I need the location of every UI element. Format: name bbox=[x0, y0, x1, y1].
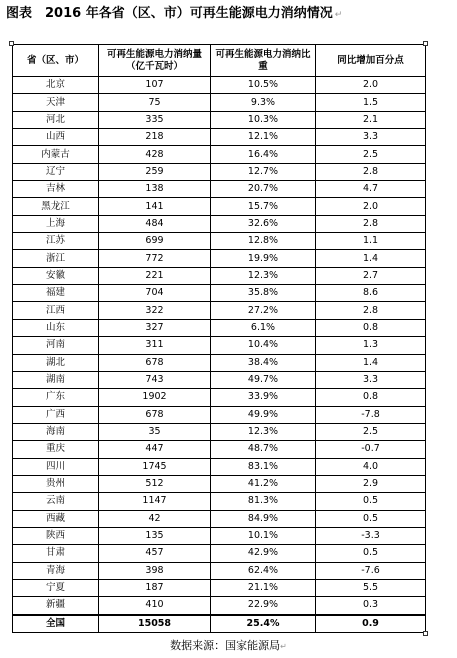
table-cell: 云南 bbox=[13, 493, 99, 510]
resize-handle-top-left[interactable] bbox=[9, 41, 14, 46]
table-cell: 重庆 bbox=[13, 441, 99, 458]
table-cell: 41.2% bbox=[211, 475, 316, 492]
table-cell: 512 bbox=[99, 475, 211, 492]
table-cell: 187 bbox=[99, 579, 211, 596]
table-total-row bbox=[13, 615, 426, 633]
table-row bbox=[13, 371, 426, 388]
table-total-cell: 25.4% bbox=[211, 615, 316, 633]
column-header: 同比增加百分点 bbox=[316, 45, 426, 77]
table-cell: 15.7% bbox=[211, 198, 316, 215]
data-source-text: 数据来源：国家能源局 bbox=[170, 639, 281, 652]
table-cell: 安徽 bbox=[13, 267, 99, 284]
table-cell: 138 bbox=[99, 181, 211, 198]
table-row bbox=[13, 389, 426, 406]
table-cell: 335 bbox=[99, 111, 211, 128]
table-row bbox=[13, 267, 426, 284]
table-cell: 2.0 bbox=[316, 198, 426, 215]
table-cell: 447 bbox=[99, 441, 211, 458]
table-cell: 10.1% bbox=[211, 527, 316, 544]
table-cell: 2.0 bbox=[316, 77, 426, 94]
data-source-note bbox=[0, 638, 457, 655]
table-total-cell: 0.9 bbox=[316, 615, 426, 633]
table-row bbox=[13, 319, 426, 336]
table-cell: 海南 bbox=[13, 423, 99, 440]
table-cell: 107 bbox=[99, 77, 211, 94]
figure-title-text: 图表 2016 年各省（区、市）可再生能源电力消纳情况 bbox=[6, 6, 333, 21]
table-row bbox=[13, 475, 426, 492]
table-cell: 35 bbox=[99, 423, 211, 440]
table-cell: 10.5% bbox=[211, 77, 316, 94]
paragraph-mark-icon: ↵ bbox=[280, 642, 287, 651]
table-cell: 福建 bbox=[13, 285, 99, 302]
table-row bbox=[13, 181, 426, 198]
table-row bbox=[13, 423, 426, 440]
table-cell: 5.5 bbox=[316, 579, 426, 596]
table-cell: 西藏 bbox=[13, 510, 99, 527]
table-cell: 12.3% bbox=[211, 423, 316, 440]
table-row bbox=[13, 406, 426, 423]
data-table bbox=[12, 44, 426, 633]
table-cell: 宁夏 bbox=[13, 579, 99, 596]
table-cell: 辽宁 bbox=[13, 163, 99, 180]
table-cell: 3.3 bbox=[316, 129, 426, 146]
table-row bbox=[13, 94, 426, 111]
table-cell: 四川 bbox=[13, 458, 99, 475]
table-cell: -3.3 bbox=[316, 527, 426, 544]
table-cell: 上海 bbox=[13, 215, 99, 232]
table-cell: 北京 bbox=[13, 77, 99, 94]
table-row bbox=[13, 527, 426, 544]
table-row bbox=[13, 198, 426, 215]
table-row bbox=[13, 597, 426, 615]
table-cell: 10.4% bbox=[211, 337, 316, 354]
table-row bbox=[13, 233, 426, 250]
table-cell: 322 bbox=[99, 302, 211, 319]
table-cell: 141 bbox=[99, 198, 211, 215]
table-cell: 9.3% bbox=[211, 94, 316, 111]
table-body bbox=[13, 77, 426, 633]
table-row bbox=[13, 354, 426, 371]
table-cell: 贵州 bbox=[13, 475, 99, 492]
table-cell: -0.7 bbox=[316, 441, 426, 458]
table-cell: 江西 bbox=[13, 302, 99, 319]
table-cell: 12.8% bbox=[211, 233, 316, 250]
table-cell: 陕西 bbox=[13, 527, 99, 544]
table-cell: 山东 bbox=[13, 319, 99, 336]
table-cell: 704 bbox=[99, 285, 211, 302]
table-cell: 广西 bbox=[13, 406, 99, 423]
table-cell: 62.4% bbox=[211, 562, 316, 579]
table-cell: 35.8% bbox=[211, 285, 316, 302]
table-cell: 8.6 bbox=[316, 285, 426, 302]
table-cell: 221 bbox=[99, 267, 211, 284]
table-cell: 0.5 bbox=[316, 493, 426, 510]
table-row bbox=[13, 510, 426, 527]
table-cell: 81.3% bbox=[211, 493, 316, 510]
resize-handle-top-right[interactable] bbox=[423, 41, 428, 46]
table-cell: 410 bbox=[99, 597, 211, 615]
table-cell: 山西 bbox=[13, 129, 99, 146]
table-cell: 黑龙江 bbox=[13, 198, 99, 215]
table-cell: 83.1% bbox=[211, 458, 316, 475]
table-row bbox=[13, 163, 426, 180]
table-cell: 135 bbox=[99, 527, 211, 544]
table-cell: 河北 bbox=[13, 111, 99, 128]
table-cell: 新疆 bbox=[13, 597, 99, 615]
table-cell: 2.5 bbox=[316, 146, 426, 163]
table-cell: 1.5 bbox=[316, 94, 426, 111]
table-cell: 20.7% bbox=[211, 181, 316, 198]
table-cell: 398 bbox=[99, 562, 211, 579]
table-cell: -7.8 bbox=[316, 406, 426, 423]
table-cell: 3.3 bbox=[316, 371, 426, 388]
table-row bbox=[13, 77, 426, 94]
table-cell: 1745 bbox=[99, 458, 211, 475]
table-total-cell: 15058 bbox=[99, 615, 211, 633]
table-cell: 42.9% bbox=[211, 545, 316, 562]
table-cell: 1.4 bbox=[316, 354, 426, 371]
table-row bbox=[13, 302, 426, 319]
table-cell: 27.2% bbox=[211, 302, 316, 319]
table-cell: 311 bbox=[99, 337, 211, 354]
table-cell: 天津 bbox=[13, 94, 99, 111]
table-row bbox=[13, 545, 426, 562]
table-row bbox=[13, 493, 426, 510]
table-cell: 772 bbox=[99, 250, 211, 267]
table-cell: 678 bbox=[99, 406, 211, 423]
table-cell: 4.0 bbox=[316, 458, 426, 475]
table-row bbox=[13, 250, 426, 267]
table-cell: 699 bbox=[99, 233, 211, 250]
table-cell: 21.1% bbox=[211, 579, 316, 596]
column-header: 可再生能源电力消纳比重 bbox=[211, 45, 316, 77]
table-cell: 12.7% bbox=[211, 163, 316, 180]
table-cell: 259 bbox=[99, 163, 211, 180]
table-cell: 484 bbox=[99, 215, 211, 232]
table-cell: -7.6 bbox=[316, 562, 426, 579]
table-cell: 广东 bbox=[13, 389, 99, 406]
table-row bbox=[13, 441, 426, 458]
table-cell: 2.8 bbox=[316, 302, 426, 319]
table-cell: 2.1 bbox=[316, 111, 426, 128]
table-cell: 1147 bbox=[99, 493, 211, 510]
table-row bbox=[13, 146, 426, 163]
table-cell: 743 bbox=[99, 371, 211, 388]
table-cell: 1.1 bbox=[316, 233, 426, 250]
table-cell: 内蒙古 bbox=[13, 146, 99, 163]
table-cell: 218 bbox=[99, 129, 211, 146]
table-cell: 0.5 bbox=[316, 545, 426, 562]
table-cell: 吉林 bbox=[13, 181, 99, 198]
table-cell: 河南 bbox=[13, 337, 99, 354]
table-total-cell: 全国 bbox=[13, 615, 99, 633]
table-row bbox=[13, 579, 426, 596]
table-row bbox=[13, 458, 426, 475]
table-cell: 江苏 bbox=[13, 233, 99, 250]
table-cell: 10.3% bbox=[211, 111, 316, 128]
table-cell: 湖南 bbox=[13, 371, 99, 388]
table-cell: 2.5 bbox=[316, 423, 426, 440]
table-row bbox=[13, 129, 426, 146]
table-cell: 84.9% bbox=[211, 510, 316, 527]
figure-title bbox=[6, 3, 451, 25]
column-header: 可再生能源电力消纳量（亿千瓦时） bbox=[99, 45, 211, 77]
table-row bbox=[13, 215, 426, 232]
table-cell: 湖北 bbox=[13, 354, 99, 371]
table-cell: 48.7% bbox=[211, 441, 316, 458]
table-cell: 12.1% bbox=[211, 129, 316, 146]
table-cell: 4.7 bbox=[316, 181, 426, 198]
table-row bbox=[13, 337, 426, 354]
table-cell: 2.8 bbox=[316, 215, 426, 232]
table-cell: 678 bbox=[99, 354, 211, 371]
table-cell: 327 bbox=[99, 319, 211, 336]
table-cell: 49.9% bbox=[211, 406, 316, 423]
table-cell: 1.3 bbox=[316, 337, 426, 354]
table-cell: 6.1% bbox=[211, 319, 316, 336]
table-cell: 0.3 bbox=[316, 597, 426, 615]
table-cell: 33.9% bbox=[211, 389, 316, 406]
table-cell: 49.7% bbox=[211, 371, 316, 388]
resize-handle-bottom-right[interactable] bbox=[423, 631, 428, 636]
table-cell: 2.8 bbox=[316, 163, 426, 180]
table-cell: 22.9% bbox=[211, 597, 316, 615]
table-cell: 0.8 bbox=[316, 319, 426, 336]
table-cell: 青海 bbox=[13, 562, 99, 579]
table-cell: 1902 bbox=[99, 389, 211, 406]
table-row bbox=[13, 111, 426, 128]
table-cell: 38.4% bbox=[211, 354, 316, 371]
table-cell: 0.5 bbox=[316, 510, 426, 527]
table-row bbox=[13, 562, 426, 579]
table-cell: 428 bbox=[99, 146, 211, 163]
table-cell: 12.3% bbox=[211, 267, 316, 284]
table-row bbox=[13, 285, 426, 302]
table-cell: 甘肃 bbox=[13, 545, 99, 562]
column-header: 省（区、市） bbox=[13, 45, 99, 77]
table-cell: 16.4% bbox=[211, 146, 316, 163]
table-cell: 457 bbox=[99, 545, 211, 562]
table-cell: 19.9% bbox=[211, 250, 316, 267]
paragraph-mark-icon: ↵ bbox=[334, 10, 343, 20]
table-cell: 75 bbox=[99, 94, 211, 111]
table-cell: 32.6% bbox=[211, 215, 316, 232]
table-cell: 2.9 bbox=[316, 475, 426, 492]
table-cell: 1.4 bbox=[316, 250, 426, 267]
table-cell: 42 bbox=[99, 510, 211, 527]
table-cell: 2.7 bbox=[316, 267, 426, 284]
table-container bbox=[12, 44, 425, 633]
table-cell: 0.8 bbox=[316, 389, 426, 406]
table-cell: 浙江 bbox=[13, 250, 99, 267]
table-header-row bbox=[13, 45, 426, 77]
